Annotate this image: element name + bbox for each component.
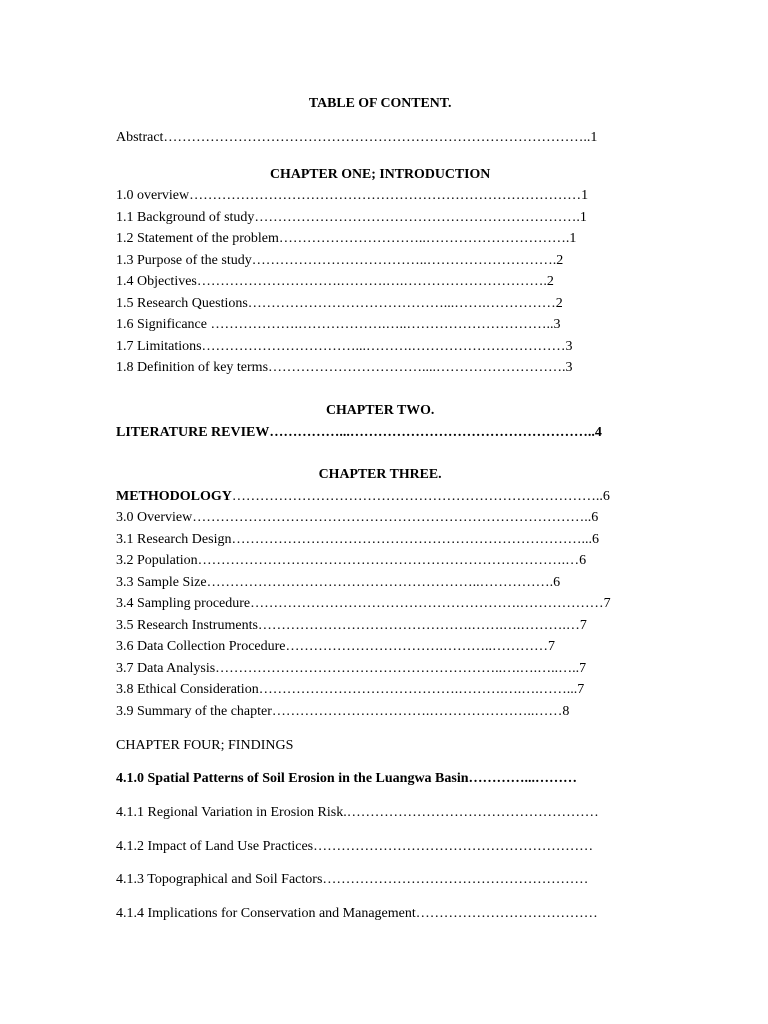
toc-entry-literature-review: LITERATURE REVIEW……………...……………………………………………..4: [116, 425, 602, 440]
toc-entry: 1.0 overview…………………………………………………………………………1: [116, 188, 589, 203]
toc-entry-findings-main: 4.1.0 Spatial Patterns of Soil Erosion in the Luangwa Basin…………...………: [116, 771, 578, 786]
toc-entry: 1.6 Significance ……………….……………….…..…………………………..3: [116, 317, 561, 332]
chapter-one-heading: CHAPTER ONE; INTRODUCTION: [270, 167, 491, 182]
chapter-three-heading: CHAPTER THREE.: [318, 467, 442, 482]
toc-entry-methodology: [116, 488, 610, 506]
toc-entry: 1.3 Purpose of the study………………………………..……………………….2: [116, 253, 564, 268]
chapter-four-heading: CHAPTER FOUR; FINDINGS: [116, 738, 294, 753]
toc-entry: 3.4 Sampling procedure………………………………………………….………………7: [116, 596, 611, 611]
toc-entry: 1.7 Limitations……………………………...……….……………………………3: [116, 339, 573, 354]
toc-entry: 1.1 Background of study…………………………………………………………….1: [116, 210, 587, 225]
toc-entry: 1.2 Statement of the problem…………………………..………………………….1: [116, 231, 577, 246]
chapter-two-heading: CHAPTER TWO.: [325, 403, 435, 418]
toc-entry: 3.8 Ethical Consideration…………………………………….……….….….……...7: [116, 682, 585, 697]
methodology-label: METHODOLOGY: [116, 489, 232, 504]
toc-entry: 4.1.3 Topographical and Soil Factors…………………………………………………: [116, 872, 589, 887]
toc-entry: 1.8 Definition of key terms……………………………....……………………….3: [116, 360, 573, 375]
toc-entry: 4.1.2 Impact of Land Use Practices……………………………………………………: [116, 839, 594, 854]
toc-entry: 1.4 Objectives………………………….……….….………………………….2: [116, 274, 554, 289]
toc-entry: 3.2 Population…………………………………………………………………….…6: [116, 553, 587, 568]
toc-entry: 3.1 Research Design…………………………………………………………………...6: [116, 532, 599, 547]
toc-entry: 3.6 Data Collection Procedure…………………………….………..…………7: [116, 639, 556, 654]
toc-entry-abstract: Abstract………………………………………………………………………………..1: [116, 130, 598, 145]
toc-entry: 3.3 Sample Size…………………………………………………..…………….6: [116, 575, 561, 590]
toc-entry: 3.7 Data Analysis……………………………………………………..….….…..…..7: [116, 661, 587, 676]
methodology-leader: ……………………………………………………………………..6: [231, 489, 610, 504]
toc-entry: 3.9 Summary of the chapter…………………………….…………………..……8: [116, 704, 570, 719]
toc-entry: 1.5 Research Questions……………………………………...…….……………2: [116, 296, 563, 311]
page-title: TABLE OF CONTENT.: [308, 96, 452, 111]
toc-entry: 3.0 Overview…………………………………………………………………………..6: [116, 510, 599, 525]
toc-entry: 4.1.1 Regional Variation in Erosion Risk.………………………………………………: [116, 805, 599, 820]
toc-entry: 3.5 Research Instruments……………………………………….…….….……….…7: [116, 618, 587, 633]
toc-entry: 4.1.4 Implications for Conservation and Management…………………………………: [116, 906, 598, 921]
